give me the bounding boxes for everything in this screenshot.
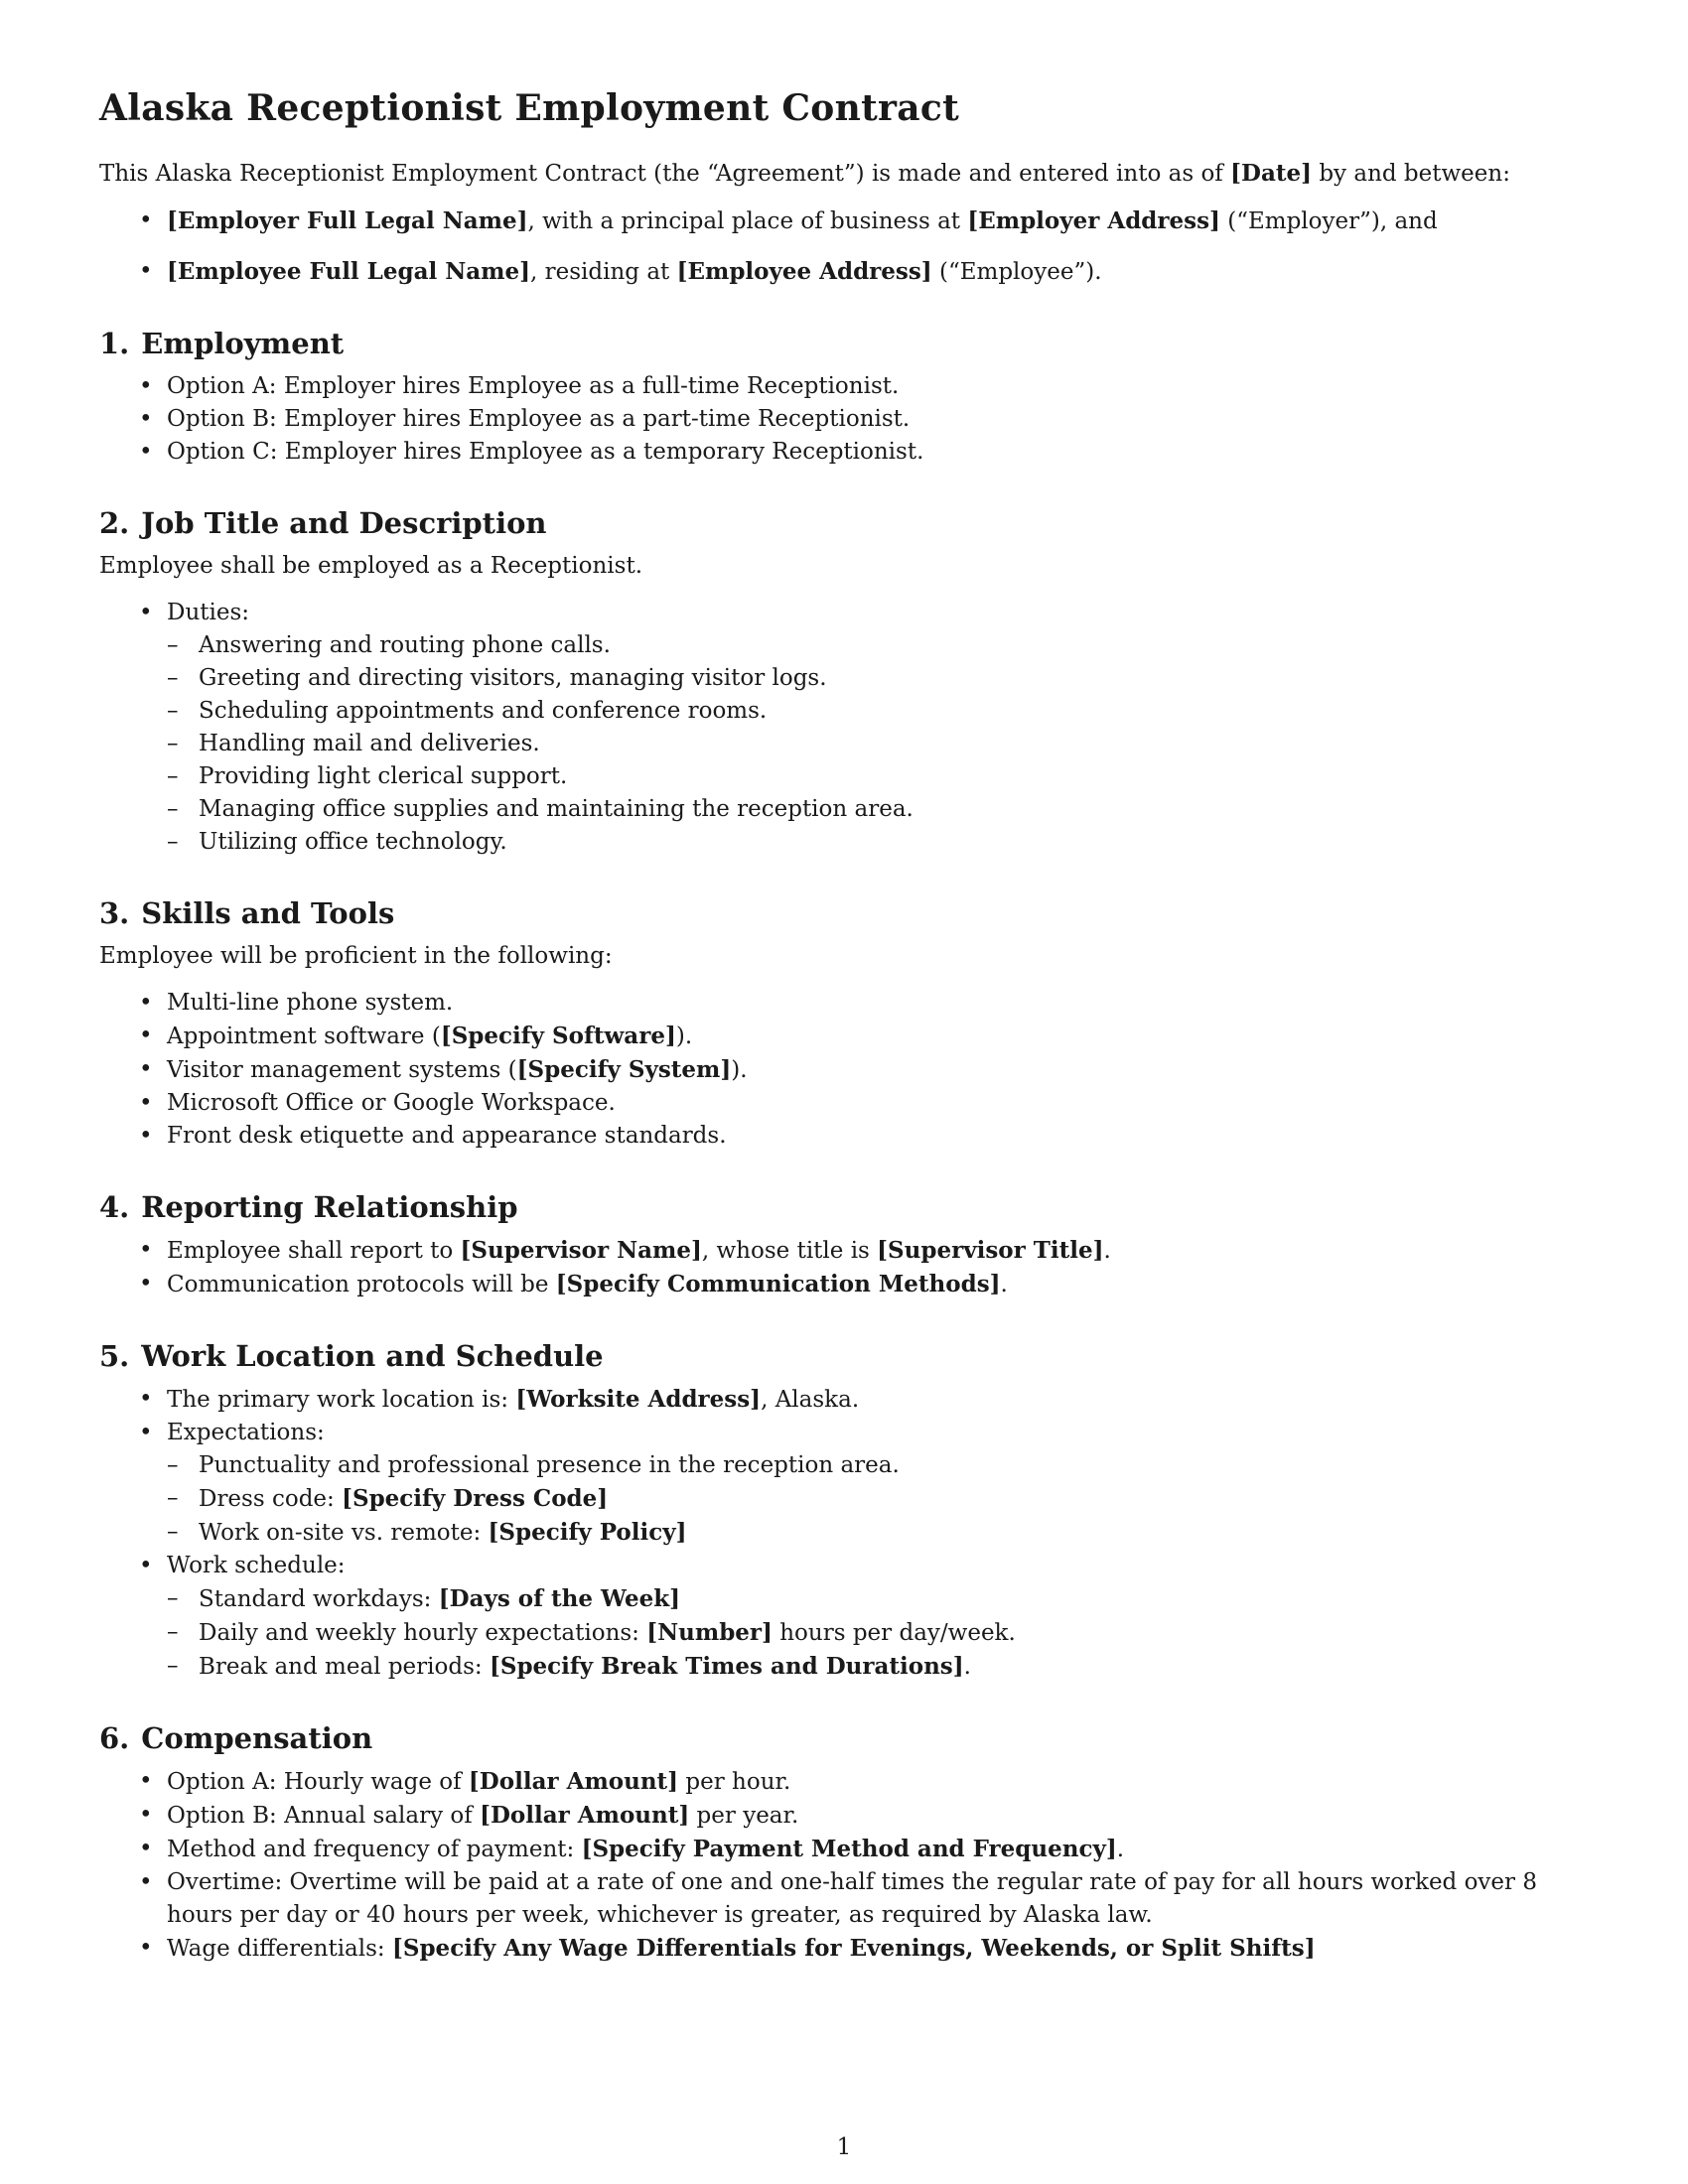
duties-list	[99, 597, 1599, 859]
employer-name: [Employer Full Legal Name]	[167, 207, 528, 234]
list-item: • Option B: Annual salary of [Dollar Amount] per year.	[99, 1799, 1599, 1833]
list-item: • Communication protocols will be [Specify Communication Methods].	[99, 1268, 1599, 1301]
employee-name: [Employee Full Legal Name]	[167, 258, 530, 285]
list-item: – Standard workdays: [Days of the Week]	[167, 1582, 1599, 1616]
list-item: – Providing light clerical support.	[167, 760, 1599, 793]
list-item: • Wage differentials: [Specify Any Wage Differentials for Evenings, Weekends, or Split Shifts]	[99, 1932, 1599, 1966]
work-schedule-label: • Work schedule: – Standard workdays: [Days of the Week] – Daily and weekly hourly expectations: [Number] hours per day/week. – Break and meal periods: [Specify Break Times and Durations].	[99, 1550, 1599, 1684]
work-location-list	[99, 1383, 1599, 1684]
list-item: – Managing office supplies and maintaining the reception area.	[167, 793, 1599, 826]
list-item: • Overtime: Overtime will be paid at a rate of one and one-half times the regular rate of pay for all hours worked over 8 hours per day or 40 hours per week, whichever is greater, as required by Alaska law.	[99, 1866, 1599, 1932]
section-heading-employment: 1. Employment	[99, 327, 345, 360]
job-title-paragraph: Employee shall be employed as a Receptionist.	[99, 553, 643, 579]
employer-address: [Employer Address]	[967, 207, 1220, 234]
duties-label: • Duties: – Answering and routing phone calls. – Greeting and directing visitors, managing visitor logs. – Scheduling appointments and conference rooms. – Handling mail and deliveries. – Providing light clerical support. – Managing office supplies and maintaining the reception area. – Utilizing office technology.	[99, 597, 1599, 859]
section-heading-skills: 3. Skills and Tools	[99, 896, 395, 930]
section-heading-job-title: 2. Job Title and Description	[99, 506, 547, 540]
section-heading-compensation: 6. Compensation	[99, 1721, 373, 1755]
list-item: – Work on-site vs. remote: [Specify Policy]	[167, 1516, 1599, 1550]
employment-options-list	[99, 370, 1599, 469]
compensation-list	[99, 1765, 1599, 1966]
list-item: • Multi-line phone system.	[99, 987, 1599, 1020]
list-item: • Employee shall report to [Supervisor Name], whose title is [Supervisor Title].	[99, 1234, 1599, 1268]
parties-list	[99, 205, 1599, 289]
list-item: – Break and meal periods: [Specify Break Times and Durations].	[167, 1650, 1599, 1684]
list-item: • Visitor management systems ([Specify System]).	[99, 1053, 1599, 1087]
section-heading-reporting: 4. Reporting Relationship	[99, 1190, 518, 1224]
expectations-label: • Expectations: – Punctuality and professional presence in the reception area. – Dress code: [Specify Dress Code] – Work on-site vs. remote: [Specify Policy]	[99, 1417, 1599, 1550]
list-item: • Option C: Employer hires Employee as a temporary Receptionist.	[99, 436, 1599, 469]
list-item: • Option A: Hourly wage of [Dollar Amount] per hour.	[99, 1765, 1599, 1799]
party-employer: • [Employer Full Legal Name], with a principal place of business at [Employer Address] (“Employer”), and	[99, 205, 1599, 238]
list-item: – Scheduling appointments and conference rooms.	[167, 695, 1599, 728]
list-item: • Option A: Employer hires Employee as a full-time Receptionist.	[99, 370, 1599, 403]
skills-paragraph: Employee will be proficient in the following:	[99, 943, 613, 969]
list-item: • Appointment software ([Specify Software]).	[99, 1020, 1599, 1053]
list-item: – Dress code: [Specify Dress Code]	[167, 1482, 1599, 1516]
reporting-list	[99, 1234, 1599, 1301]
contract-page	[99, 87, 1599, 1966]
list-item: – Handling mail and deliveries.	[167, 728, 1599, 760]
list-item: – Punctuality and professional presence in the reception area.	[167, 1449, 1599, 1482]
list-item: – Answering and routing phone calls.	[167, 629, 1599, 662]
party-employee: • [Employee Full Legal Name], residing at [Employee Address] (“Employee”).	[99, 255, 1599, 289]
list-item: • Front desk etiquette and appearance standards.	[99, 1120, 1599, 1153]
employee-address: [Employee Address]	[676, 258, 932, 285]
section-heading-work-location: 5. Work Location and Schedule	[99, 1339, 604, 1373]
intro-paragraph: This Alaska Receptionist Employment Contract (the “Agreement”) is made and entered into as of [Date] by and between:	[99, 160, 1510, 187]
list-item: – Utilizing office technology.	[167, 826, 1599, 859]
list-item: • Microsoft Office or Google Workspace.	[99, 1087, 1599, 1120]
list-item: – Greeting and directing visitors, managing visitor logs.	[167, 662, 1599, 695]
skills-list	[99, 987, 1599, 1153]
list-item: – Daily and weekly hourly expectations: [Number] hours per day/week.	[167, 1616, 1599, 1650]
list-item: • The primary work location is: [Worksite Address], Alaska.	[99, 1383, 1599, 1417]
document-title: Alaska Receptionist Employment Contract	[99, 87, 960, 129]
list-item: • Method and frequency of payment: [Specify Payment Method and Frequency].	[99, 1833, 1599, 1866]
page-number: 1	[836, 2134, 852, 2160]
list-item: • Option B: Employer hires Employee as a part-time Receptionist.	[99, 403, 1599, 436]
